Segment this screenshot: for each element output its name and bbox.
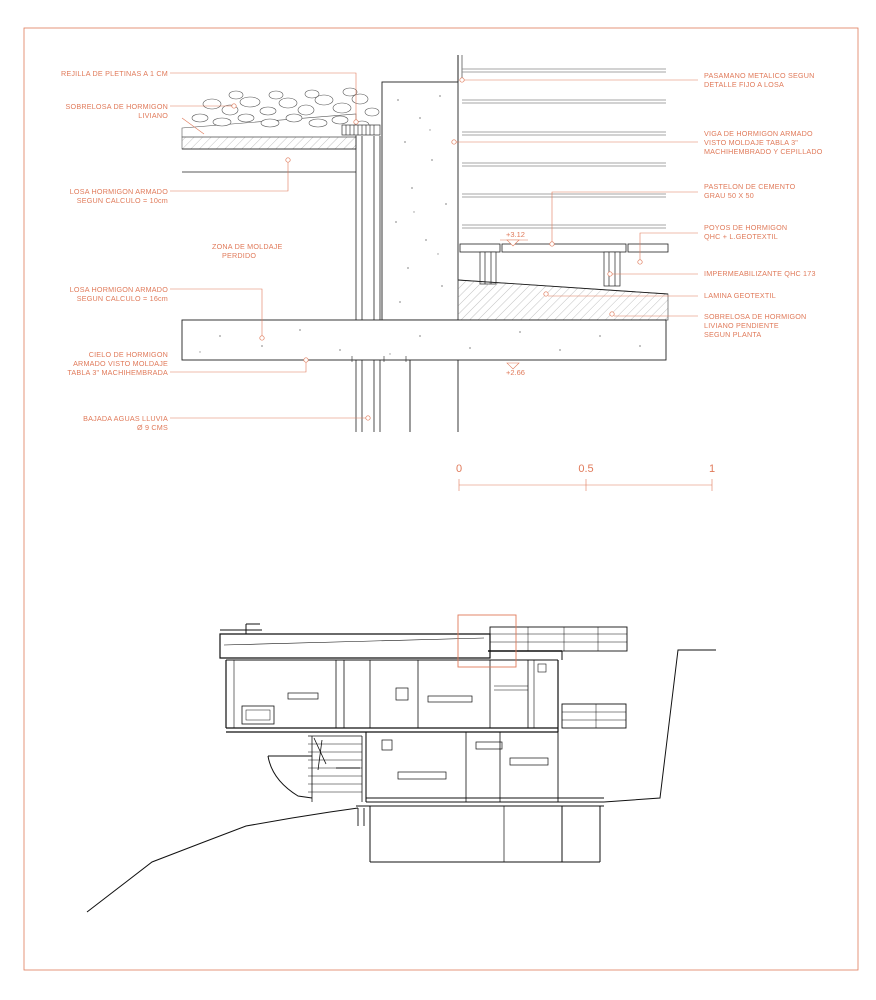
label-cielo-1: CIELO DE HORMIGON xyxy=(88,350,168,359)
main-slab xyxy=(182,320,666,360)
label-pastelon-1: PASTELON DE CEMENTO xyxy=(704,182,796,191)
label-viga-2: VISTO MOLDAJE TABLA 3" xyxy=(704,138,799,147)
handrail-bars xyxy=(462,69,666,228)
label-cielo-2: ARMADO VISTO MOLDAJE xyxy=(73,359,168,368)
label-pasamano-1: PASAMANO METALICO SEGUN xyxy=(704,71,815,80)
label-poyos-1: POYOS DE HORMIGON xyxy=(704,223,788,232)
label-sobrelosa-p-3: SEGUN PLANTA xyxy=(704,330,762,339)
label-sobrelosa-p-2: LIVIANO PENDIENTE xyxy=(704,321,779,330)
label-viga-3: MACHIHEMBRADO Y CEPILLADO xyxy=(704,147,823,156)
label-sobrelosa-1: SOBRELOSA DE HORMIGON xyxy=(65,102,168,111)
label-pasamano-2: DETALLE FIJO A LOSA xyxy=(704,80,784,89)
label-losa10-2: SEGUN CALCULO = 10cm xyxy=(76,196,168,205)
label-pastelon-2: GRAU 50 X 50 xyxy=(704,191,754,200)
label-sobrelosa-p-1: SOBRELOSA DE HORMIGON xyxy=(704,312,807,321)
label-bajada-2: Ø 9 CMS xyxy=(137,423,168,432)
concrete-pedestals xyxy=(480,252,620,286)
grating xyxy=(342,125,380,135)
scale-label-half: 0.5 xyxy=(578,463,594,475)
label-rejilla: REJILLA DE PLETINAS A 1 CM xyxy=(60,69,168,78)
label-losa16-2: SEGUN CALCULO = 16cm xyxy=(76,294,168,303)
label-moldaje-1: ZONA DE MOLDAJE xyxy=(212,242,283,251)
label-losa10-1: LOSA HORMIGON ARMADO xyxy=(69,187,168,196)
label-impermeabilizante: IMPERMEABILIZANTE QHC 173 xyxy=(704,269,816,278)
label-sobrelosa-2: LIVIANO xyxy=(138,111,168,120)
detail-callout-box xyxy=(458,615,516,667)
scale-label-0: 0 xyxy=(455,463,463,475)
cement-pavers xyxy=(460,244,668,252)
scale-label-1: 1 xyxy=(708,463,716,475)
label-poyos-2: QHC + L.GEOTEXTIL xyxy=(704,232,778,241)
scale-bar xyxy=(456,463,715,491)
label-moldaje-2: PERDIDO xyxy=(222,251,257,260)
label-bajada-1: BAJADA AGUAS LLUVIA xyxy=(83,414,168,423)
label-geotextil: LAMINA GEOTEXTIL xyxy=(704,291,776,300)
level-lower: +2.66 xyxy=(506,368,525,377)
gravel-fill xyxy=(192,88,379,129)
level-upper: +3.12 xyxy=(506,230,525,239)
label-losa16-1: LOSA HORMIGON ARMADO xyxy=(69,285,168,294)
downpipe xyxy=(356,136,380,432)
label-viga-1: VIGA DE HORMIGON ARMADO xyxy=(704,129,813,138)
label-cielo-3: TABLA 3" MACHIHEMBRADA xyxy=(67,368,168,377)
building-section xyxy=(87,624,716,912)
